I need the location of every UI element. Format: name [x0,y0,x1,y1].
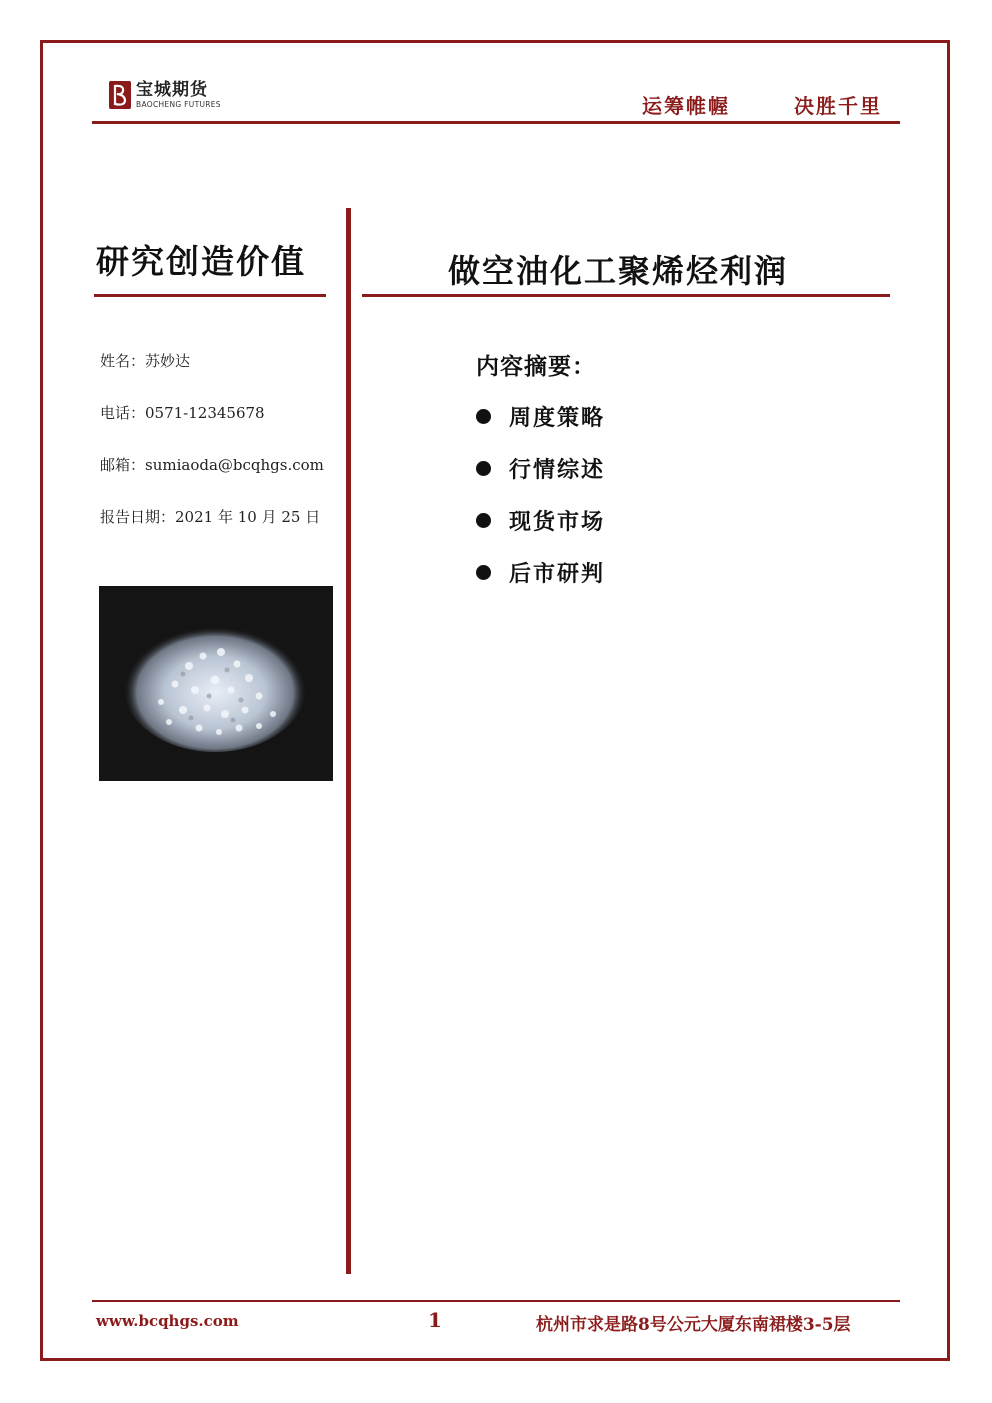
summary-item [476,557,605,588]
summary-item [476,505,605,536]
summary-heading: 内容摘要： [476,353,596,380]
column-divider [346,208,351,1274]
report-date: 报告日期：2021 年 10 月 25 日 [100,508,321,526]
summary-item-label: 行情综述 [509,457,606,483]
summary-item-label: 后市研判 [509,561,606,587]
page-number: 1 [428,1308,442,1332]
report-title-underline [362,294,890,297]
pellets-illustration [99,586,333,781]
logo-english-name: BAOCHENG FUTURES [136,99,221,109]
slogan-second: 决胜千里 [794,94,882,118]
analyst-name: 姓名：苏妙达 [100,352,191,370]
bullet-dot-icon [476,409,491,424]
bullet-dot-icon [476,513,491,528]
summary-item [476,401,605,432]
footer-address: 杭州市求是路8号公元大厦东南裙楼3-5层 [536,1315,851,1335]
polyolefin-pellets-photo [99,586,333,781]
header-divider [92,121,900,124]
sidebar-title-underline [94,294,326,297]
summary-item-label: 现货市场 [509,509,606,535]
baocheng-logo-icon [108,80,132,110]
report-title: 做空油化工聚烯烃利润 [448,252,789,290]
analyst-email: 邮箱：sumiaoda@bcqhgs.com [100,456,324,474]
analyst-phone: 电话：0571-12345678 [100,404,265,422]
bullet-dot-icon [476,565,491,580]
summary-item-label: 周度策略 [509,405,606,431]
sidebar-title: 研究创造价值 [96,242,306,281]
footer-website-link[interactable]: www.bcqhgs.com [96,1312,239,1330]
slogan-first: 运筹帷幄 [642,94,730,118]
company-logo [108,80,221,110]
logo-chinese-name: 宝城期货 [136,79,208,100]
footer-divider [92,1300,900,1302]
bullet-dot-icon [476,461,491,476]
summary-item [476,453,605,484]
